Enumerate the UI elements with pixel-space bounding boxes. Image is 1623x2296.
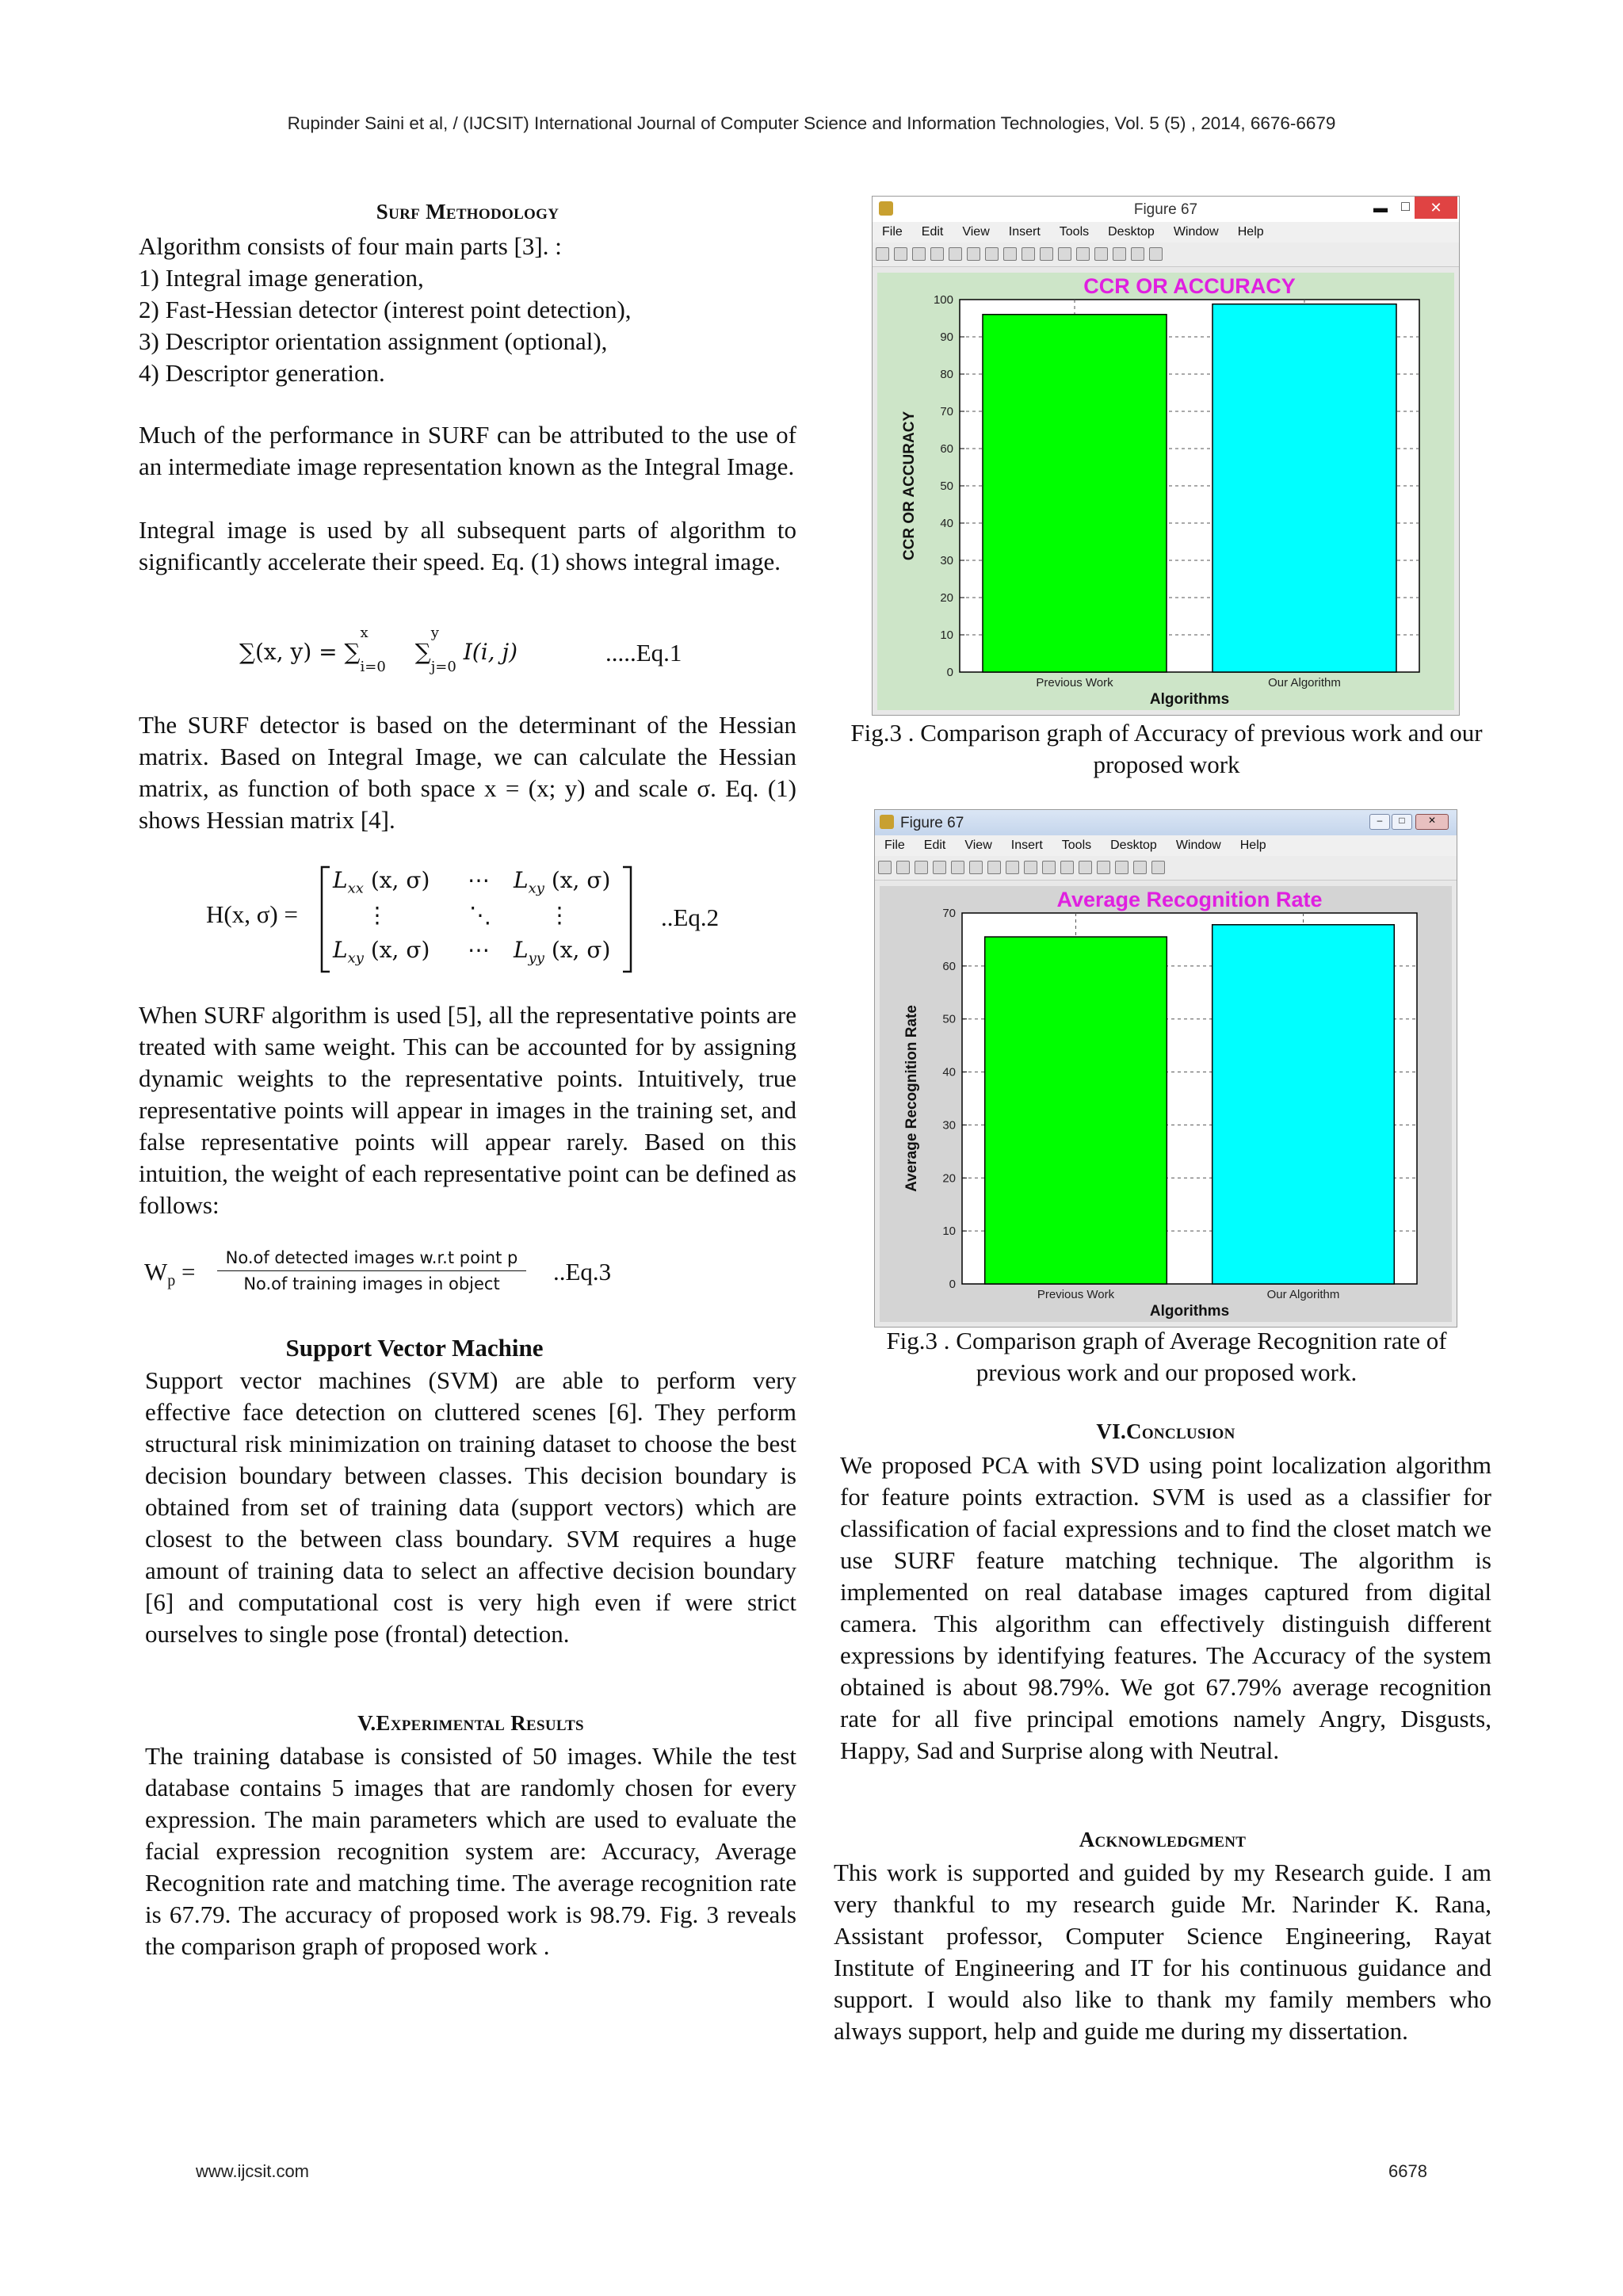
figure-window-accuracy <box>872 196 1460 716</box>
figure-title: Figure 67 <box>900 815 964 831</box>
pointer-icon[interactable] <box>951 861 964 874</box>
minimize-icon[interactable]: – <box>1369 814 1390 830</box>
menu-tools[interactable]: Tools <box>1059 225 1090 239</box>
colorbar-icon[interactable] <box>1097 861 1110 874</box>
y-tick-label: 70 <box>942 907 956 920</box>
eq1-sub1: i=0 <box>360 658 386 675</box>
conclusion-heading: VI.Conclusion <box>1096 1419 1235 1443</box>
eq2-r3c3: L <box>514 937 529 963</box>
zoom-in-icon[interactable] <box>967 247 980 261</box>
figure2-caption: Fig.3 . Comparison graph of Average Recognition rate of previous work and our proposed work. <box>886 1327 1447 1386</box>
figure-titlebar <box>875 810 1457 835</box>
eq2-r2c2: ⋱ <box>469 902 491 928</box>
surf-heading: Surf Methodology <box>376 200 559 223</box>
bar <box>983 315 1167 672</box>
eq2-r1c1: L <box>333 867 348 893</box>
x-tick-label: Our Algorithm <box>1266 1288 1340 1301</box>
print-icon[interactable] <box>930 247 944 261</box>
eq2-label: ..Eq.2 <box>661 904 720 931</box>
close-icon[interactable]: ✕ <box>1415 814 1449 830</box>
running-header: Rupinder Saini et al, / (IJCSIT) International Journal of Computer Science and Information Technologies, Vol. 5 (5) , 2014, 6676-6679 <box>287 113 1336 133</box>
pan-icon[interactable] <box>1006 861 1019 874</box>
eq2-r2c3: ⋮ <box>548 902 571 928</box>
y-tick-label: 0 <box>946 666 953 679</box>
eq3-lhs: W <box>144 1258 168 1286</box>
pan-icon[interactable] <box>1003 247 1017 261</box>
surf-part: 2) Fast-Hessian detector (interest point detection), <box>139 296 632 323</box>
menu-desktop[interactable]: Desktop <box>1110 839 1157 852</box>
y-tick-label: 40 <box>940 517 953 530</box>
y-axis-label: Average Recognition Rate <box>903 1005 920 1192</box>
open-icon[interactable] <box>894 247 907 261</box>
hide-tools-icon[interactable] <box>1133 861 1147 874</box>
save-icon[interactable] <box>912 247 926 261</box>
menu-window[interactable]: Window <box>1173 225 1219 239</box>
pointer-icon[interactable] <box>949 247 962 261</box>
new-figure-icon[interactable] <box>878 861 892 874</box>
menu-edit[interactable]: Edit <box>921 225 944 239</box>
para-weight: When SURF algorithm is used [5], all the representative points are treated with same weight. This can be accounted for by assigning dynamic weights to the representative points. Intuitively, true representative points will appear in images in the training set, and false representative points will appear rarely. Based on this intuition, the weight of each representative point can be defined as follows: <box>139 1001 796 1219</box>
y-tick-label: 50 <box>940 479 953 493</box>
minimize-icon[interactable]: ▬ <box>1373 200 1388 216</box>
eq3-numerator: No.of detected images w.r.t point p <box>217 1248 526 1271</box>
equation-1 <box>239 625 778 678</box>
eq1-sup2: y <box>430 625 439 641</box>
menu-file[interactable]: File <box>884 839 905 852</box>
show-tools-icon[interactable] <box>1149 247 1163 261</box>
eq1-lhs: ∑(x, y) = ∑ <box>239 639 361 665</box>
recognition-bar-chart <box>880 886 1452 1322</box>
data-cursor-icon[interactable] <box>1040 247 1053 261</box>
conclusion-para: We proposed PCA with SVD using point localization algorithm for feature points extraction. SVM is used as a classifier for classification of facial expressions and to find the closet match we use SURF feature matching technique. The algorithm is implemented on real database images captured from digital camera. This algorithm can effectively distinguish different expressions by identifying features. The Accuracy of the system obtained is about 98.79%. We got 67.79% average recognition rate for all five principal emotions namely Angry, Disgusts, Happy, Sad and Surprise along with Neutral. <box>840 1451 1491 1764</box>
eq2-r3c2: ⋯ <box>468 937 490 963</box>
figure1-caption: Fig.3 . Comparison graph of Accuracy of previous work and our proposed work <box>850 719 1483 778</box>
eq2-r3c1: L <box>333 937 348 963</box>
y-tick-label: 80 <box>940 368 953 381</box>
open-icon[interactable] <box>896 861 910 874</box>
para-integral: Integral image is used by all subsequent parts of algorithm to significantly accelerate their speed. Eq. (1) shows integral image. <box>139 516 796 575</box>
y-tick-label: 20 <box>942 1171 956 1186</box>
menu-help[interactable]: Help <box>1239 839 1266 852</box>
x-axis-label: Algorithms <box>1149 691 1230 708</box>
figure-menubar <box>875 835 1457 856</box>
surf-part: 3) Descriptor orientation assignment (optional), <box>139 327 608 355</box>
eq2-r1c2: ⋯ <box>468 867 490 893</box>
menu-file[interactable]: File <box>882 225 903 239</box>
equation-2: H(x, σ) = $L_{xx}$ (x, σ) ⋯ $L_{xy}$ (x, σ) ⋮ ⋱ ⋮ $L_{xy}$ (x, σ) ⋯ $L_{yy}$ (x, σ) ..Eq.2 <box>206 864 761 975</box>
hide-tools-icon[interactable] <box>1131 247 1144 261</box>
bar <box>1212 925 1395 1284</box>
eq2-r2c1: ⋮ <box>366 902 388 928</box>
y-tick-label: 30 <box>940 554 953 567</box>
y-tick-label: 40 <box>942 1065 956 1079</box>
rotate-icon[interactable] <box>1022 247 1035 261</box>
legend-icon[interactable] <box>1113 247 1126 261</box>
surf-intro-block <box>139 231 796 389</box>
acknowledgment-para: This work is supported and guided by my Research guide. I am very thankful to my research guide Mr. Narinder K. Rana, Assistant professor, Computer Science Engineering, Rayat Institute of Engineering and IT for his continuous guidance and support. I would also like to thank my family members who always support, help and guide me during my dissertation. <box>834 1859 1491 2045</box>
experimental-para: The training database is consisted of 50 images. While the test database contains 5 images that are randomly chosen for every expression. The main parameters which are used to evaluate the facial expression recognition system are: Accuracy, Average Recognition rate and matching time. The average recognition rate is 67.79. The accuracy of proposed work is 98.79. Fig. 3 reveals the comparison graph of proposed work . <box>145 1742 796 1960</box>
y-tick-label: 10 <box>940 628 953 642</box>
link-icon[interactable] <box>1076 247 1090 261</box>
acknowledgment-heading: Acknowledgment <box>1079 1828 1247 1851</box>
brush-icon[interactable] <box>1058 247 1071 261</box>
eq1-sum2: ∑ <box>414 639 431 665</box>
zoom-out-icon[interactable] <box>987 861 1001 874</box>
para-performance: Much of the performance in SURF can be attributed to the use of an intermediate image representation known as the Integral Image. <box>139 421 796 480</box>
experimental-heading: V.Experimental Results <box>357 1711 584 1735</box>
para-detector: The SURF detector is based on the determinant of the Hessian matrix. Based on Integral Image, we can calculate the Hessian matrix, as function of both space x = (x; y) and scale σ. Eq. (1) shows Hessian matrix [4]. <box>139 711 796 834</box>
bar <box>1212 304 1396 672</box>
svm-heading: Support Vector Machine <box>285 1334 544 1362</box>
menu-edit[interactable]: Edit <box>923 839 946 852</box>
legend-icon[interactable] <box>1115 861 1128 874</box>
menu-insert[interactable]: Insert <box>1008 225 1041 239</box>
eq2-lhs: H(x, σ) = <box>206 900 298 928</box>
close-icon[interactable]: ✕ <box>1415 197 1457 219</box>
new-figure-icon[interactable] <box>876 247 889 261</box>
maximize-icon[interactable]: □ <box>1401 198 1410 214</box>
show-tools-icon[interactable] <box>1151 861 1165 874</box>
data-cursor-icon[interactable] <box>1042 861 1056 874</box>
eq1-rhs: I(i, j) <box>463 639 518 665</box>
surf-intro: Algorithm consists of four main parts [3]. : <box>139 232 562 260</box>
y-tick-label: 100 <box>933 293 953 307</box>
zoom-out-icon[interactable] <box>985 247 999 261</box>
menu-insert[interactable]: Insert <box>1010 839 1043 852</box>
menu-desktop[interactable]: Desktop <box>1108 225 1155 239</box>
x-axis-label: Algorithms <box>1149 1303 1230 1320</box>
y-tick-label: 90 <box>940 330 953 344</box>
figure-toolbar <box>875 856 1457 881</box>
link-icon[interactable] <box>1079 861 1092 874</box>
footer-website[interactable]: www.ijcsit.com <box>196 2161 310 2181</box>
menu-view[interactable]: View <box>962 225 990 239</box>
eq1-label: .....Eq.1 <box>605 639 682 667</box>
figure-menubar <box>873 222 1459 243</box>
save-icon[interactable] <box>915 861 928 874</box>
figure-title: Figure 67 <box>1133 201 1198 218</box>
y-tick-label: 60 <box>942 959 956 973</box>
y-tick-label: 70 <box>940 405 953 418</box>
svm-para: Support vector machines (SVM) are able to perform very effective face detection on cluttered scenes [6]. They perform structural risk minimization on training dataset to choose the best decision boundary between classes. This decision boundary is obtained from set of training data (support vectors) which are closest to the between class boundary. SVM requires a huge amount of training data to select an affective decision boundary [6] and computational cost is very high even if were strict ourselves to single pose (frontal) detection. <box>145 1366 796 1648</box>
y-tick-label: 50 <box>942 1012 956 1026</box>
y-tick-label: 20 <box>940 591 953 605</box>
eq1-sub2: j=0 <box>430 658 456 675</box>
equation-3: $W_p$ = No.of detected images w.r.t point p No.of training images in object ..Eq.3 <box>144 1248 612 1293</box>
y-tick-label: 0 <box>949 1278 956 1291</box>
y-tick-label: 60 <box>940 442 953 456</box>
surf-part: 1) Integral image generation, <box>139 264 424 292</box>
accuracy-bar-chart <box>877 273 1454 710</box>
menu-view[interactable]: View <box>964 839 992 852</box>
figure-titlebar <box>873 197 1459 222</box>
zoom-in-icon[interactable] <box>969 861 983 874</box>
colorbar-icon[interactable] <box>1094 247 1108 261</box>
menu-tools[interactable]: Tools <box>1061 839 1092 852</box>
surf-part: 4) Descriptor generation. <box>139 359 385 387</box>
menu-window[interactable]: Window <box>1175 839 1221 852</box>
matlab-icon <box>880 815 894 829</box>
figure-window-recognition <box>874 809 1457 1328</box>
y-tick-label: 10 <box>942 1224 956 1239</box>
eq3-denominator: No.of training images in object <box>243 1274 500 1293</box>
print-icon[interactable] <box>933 861 946 874</box>
bar <box>985 937 1167 1284</box>
x-tick-label: Previous Work <box>1036 676 1113 690</box>
brush-icon[interactable] <box>1060 861 1074 874</box>
x-tick-label: Previous Work <box>1037 1288 1115 1301</box>
y-tick-label: 30 <box>942 1118 956 1133</box>
rotate-icon[interactable] <box>1024 861 1037 874</box>
x-tick-label: Our Algorithm <box>1268 676 1341 690</box>
chart-title: Average Recognition Rate <box>1056 888 1323 911</box>
eq3-label: ..Eq.3 <box>553 1258 612 1286</box>
y-axis-label: CCR OR ACCURACY <box>901 411 918 561</box>
menu-help[interactable]: Help <box>1237 225 1264 239</box>
chart-title: CCR OR ACCURACY <box>1083 274 1296 298</box>
maximize-icon[interactable]: □ <box>1392 814 1412 830</box>
eq2-r1c3: L <box>514 867 529 893</box>
eq1-sup1: x <box>360 625 369 641</box>
page-number: 6678 <box>1388 2161 1427 2181</box>
figure-toolbar <box>873 243 1459 267</box>
